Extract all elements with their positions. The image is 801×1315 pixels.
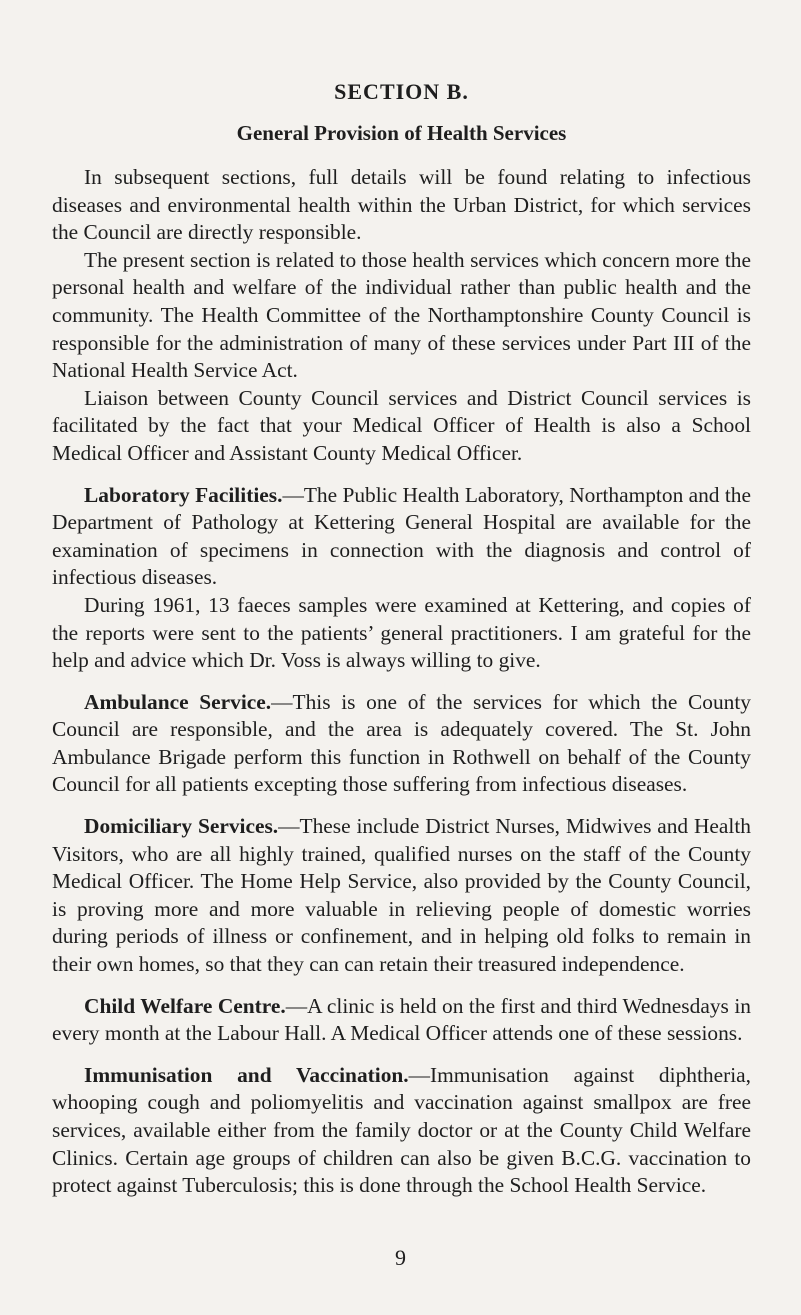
section-title: SECTION B. <box>334 79 469 104</box>
paragraph-lead: Ambulance Service. <box>84 689 272 714</box>
paragraph-text: —A clinic is held on the first and third Wednesdays in every month at the Labour Hall. A Medical Officer attends one of these sessions. <box>52 993 751 1046</box>
page-number: 9 <box>395 1245 406 1270</box>
paragraph-text: —The Public Health Laboratory, Northampton and the Department of Pathology at Kettering General Hospital are available for the examination of specimens in connection with the diagnosis and control of infectious diseases. <box>52 482 752 590</box>
paragraph-ambulance <box>52 689 751 799</box>
paragraph-intro <box>52 164 751 247</box>
paragraph-lead: Laboratory Facilities. <box>84 482 283 507</box>
paragraph-domiciliary <box>52 813 751 979</box>
paragraph-lead: Immunisation and Vaccination. <box>84 1062 409 1087</box>
paragraph-text: Liaison between County Council services and District Council services is facilitated by the fact that your Medical Officer of Health is also a School Medical Officer and Assistant County Medical Officer. <box>52 385 751 465</box>
paragraph-text: During 1961, 13 faeces samples were examined at Kettering, and copies of the reports were sent to the patients’ general practitioners. I am grateful for the help and advice which Dr. Voss is always willing to give. <box>52 592 751 673</box>
paragraph-child-welfare <box>52 993 751 1048</box>
paragraph-text: —Immunisation against diphtheria, whooping cough and poliomyelitis and vaccination against smallpox are free services, available either from the family doctor or at the County Child Welfare Clinics. Certain age groups of children can also be given B.C.G. vaccination to protect against Tuberculosis; this is done through the School Health Service. <box>52 1062 751 1198</box>
paragraph-text: —This is one of the services for which the County Council are responsible, and the area is adequately covered. The St. John Ambulance Brigade perform this function in Rothwell on behalf of the County Council for all patients excepting those suffering from infectious diseases. <box>52 689 751 797</box>
paragraph-text: The present section is related to those health services which concern more the personal health and welfare of the individual rather than public health and the community. The Health Committee of the Northamptonshire County Council is responsible for the administration of many of these services under Part III of the National Health Service Act. <box>52 247 751 383</box>
paragraph-lead: Domiciliary Services. <box>84 814 279 839</box>
paragraph-text: —These include District Nurses, Midwives and Health Visitors, who are all highly trained, qualified nurses on the staff of the County Medical Officer. The Home Help Service, also provided by the County Council, is proving more and more valuable in relieving people of domestic worries during periods of illness or confinement, and in helping old folks to remain in their own homes, so that they can can retain their treasured independence. <box>52 814 751 977</box>
paragraph-present-section <box>52 247 751 385</box>
paragraph-immunisation <box>52 1062 751 1200</box>
paragraph-samples <box>52 592 751 675</box>
section-subtitle: General Provision of Health Services <box>236 121 567 145</box>
paragraph-laboratory <box>52 482 751 592</box>
paragraph-text: In subsequent sections, full details will be found relating to infectious diseases and environmental health within the Urban District, for which services the Council are directly responsible. <box>52 165 751 245</box>
paragraph-liaison <box>52 385 751 468</box>
paragraph-lead: Child Welfare Centre. <box>84 993 286 1018</box>
